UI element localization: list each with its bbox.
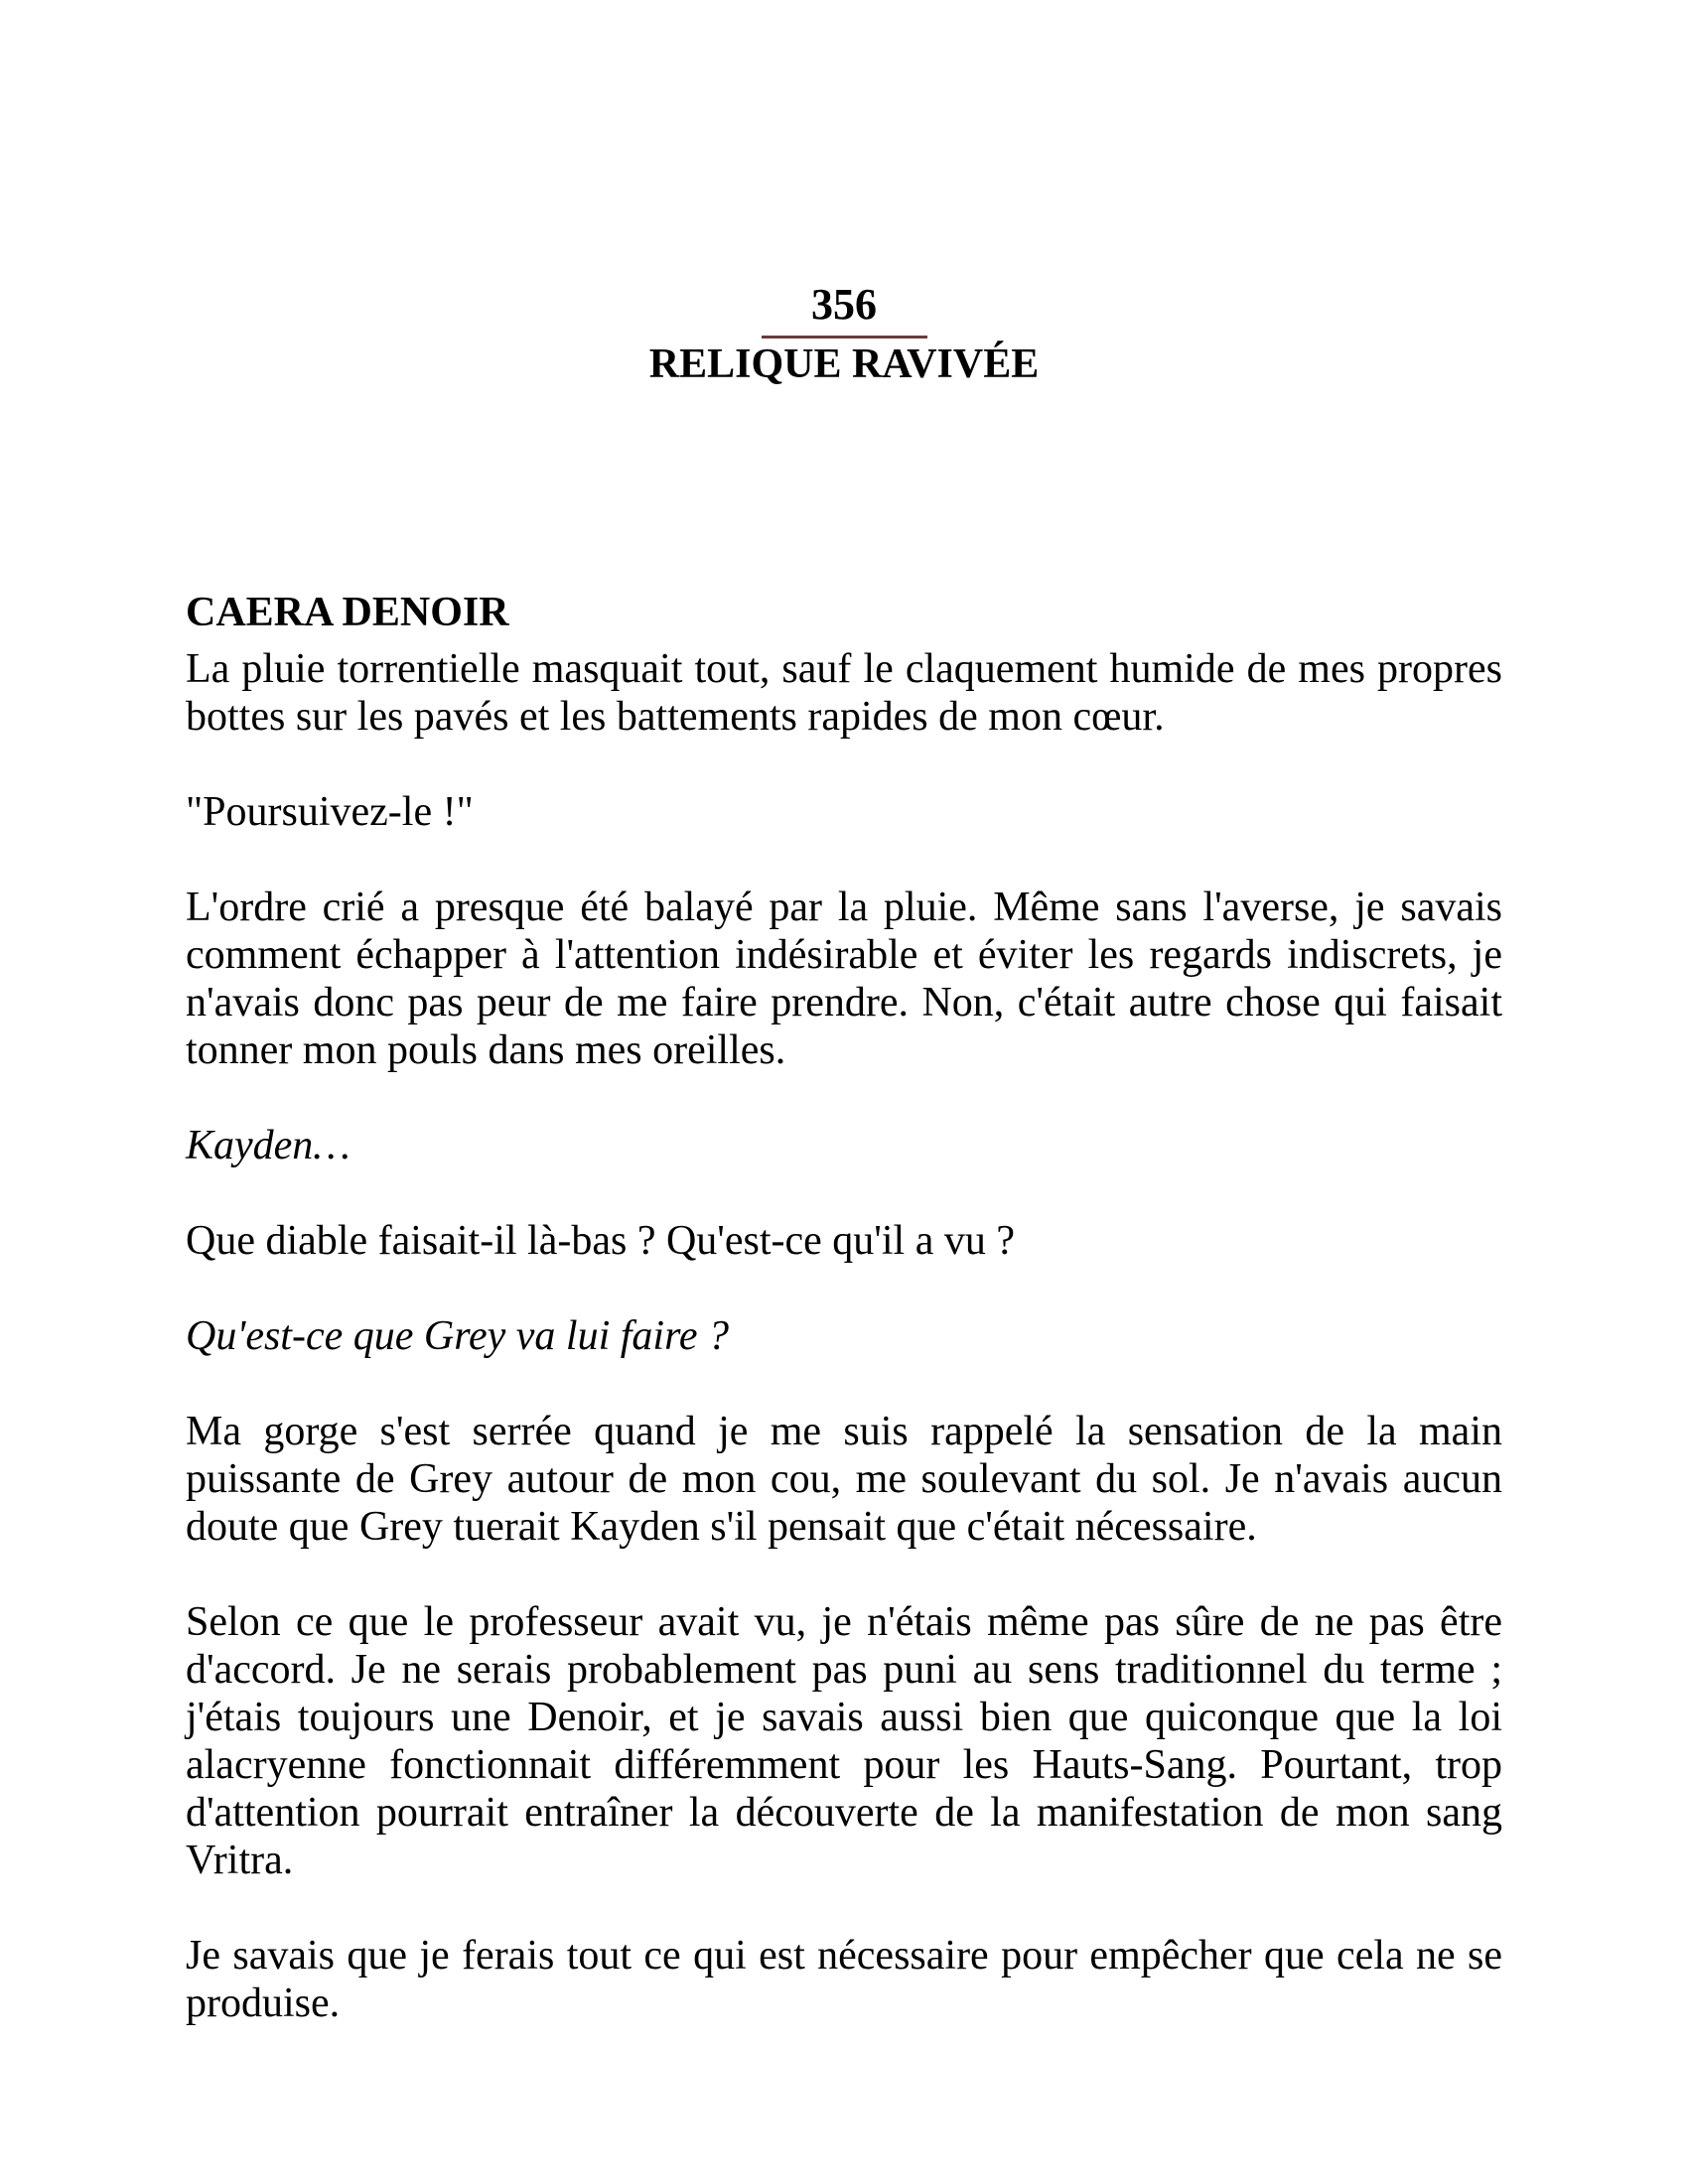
paragraph: Ma gorge s'est serrée quand je me suis rappelé la sensation de la main puissante de Grey autour de mon cou, me soulevant du sol. Je n'avais aucun doute que Grey tuerait Kayden s'il pensait que c'était nécessaire. <box>186 1409 1502 1550</box>
paragraph: Selon ce que le professeur avait vu, je n'étais même pas sûre de ne pas être d'accord. Je ne serais probablement pas puni au sens traditionnel du terme ; j'étais toujours une Denoir, et je savais aussi bien que quiconque que la loi alacryenne fonctionnait différemment pour les Hauts-Sang. Pourtant, trop d'attention pourrait entraîner la découverte de la manifestation de mon sang Vritra. <box>186 1599 1502 1883</box>
paragraph: Kayden… <box>186 1123 351 1168</box>
title-divider <box>762 336 927 339</box>
chapter-number: 356 <box>811 280 877 329</box>
paragraph: L'ordre crié a presque été balayé par la pluie. Même sans l'averse, je savais comment échapper à l'attention indésirable et éviter les regards indiscrets, je n'avais donc pas peur de me faire prendre. Non, c'était autre chose qui faisait tonner mon pouls dans mes oreilles. <box>186 885 1502 1073</box>
section-heading: CAERA DENOIR <box>186 590 509 635</box>
paragraph: Que diable faisait-il là-bas ? Qu'est-ce qu'il a vu ? <box>186 1218 1015 1264</box>
body-text <box>186 589 1502 2027</box>
chapter-title: RELIQUE RAVIVÉE <box>648 341 1040 387</box>
paragraph: La pluie torrentielle masquait tout, sauf le claquement humide de mes propres bottes sur les pavés et les battements rapides de mon cœur. <box>186 646 1502 740</box>
paragraph: Je savais que je ferais tout ce qui est nécessaire pour empêcher que cela ne se produise. <box>186 1933 1502 2026</box>
paragraph: "Poursuivez-le !" <box>186 789 474 835</box>
chapter-header <box>0 0 1688 385</box>
paragraph: Qu'est-ce que Grey va lui faire ? <box>186 1313 730 1359</box>
